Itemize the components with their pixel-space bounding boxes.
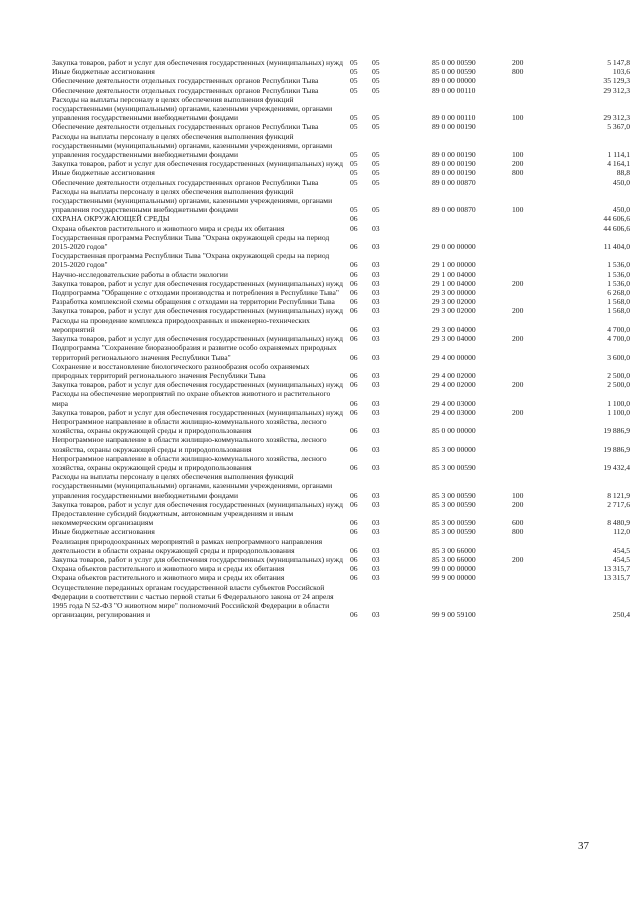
row-section-code: 06 (350, 269, 358, 279)
row-name: Закупка товаров, работ и услуг для обеспечения государственных (муниципальных) нужд (52, 159, 343, 169)
row-amount: 2 500,0 (607, 380, 630, 390)
table-row (52, 279, 630, 288)
row-amount: 44 606,6 (603, 214, 630, 224)
row-expense-type: 200 (512, 499, 524, 509)
row-expense-type: 100 (512, 150, 524, 160)
row-expense-type: 100 (512, 113, 524, 123)
row-target-article: 85 3 00 00590 (432, 462, 476, 472)
row-amount: 450,0 (612, 177, 630, 187)
row-amount: 454,5 (612, 554, 630, 564)
row-target-article: 85 0 00 00000 (432, 426, 476, 436)
row-subsection-code: 03 (372, 490, 380, 500)
row-target-article: 85 3 00 00000 (432, 444, 476, 454)
row-name: Иные бюджетные ассигнования (52, 67, 155, 77)
row-expense-type (512, 122, 548, 131)
row-expense-type (512, 224, 548, 233)
row-expense-type: 800 (512, 527, 524, 537)
row-name: Подпрограмма "Обращение с отходами производства и потребления в Республике Тыва" (52, 288, 339, 298)
row-expense-type: 200 (512, 554, 524, 564)
row-section-code: 06 (350, 297, 358, 307)
row-subsection-code: 03 (372, 242, 380, 252)
table-row (52, 537, 630, 555)
row-amount: 29 312,3 (603, 85, 630, 95)
row-section-code: 06 (350, 398, 358, 408)
row-name: Закупка товаров, работ и услуг для обеспечения государственных (муниципальных) нужд (52, 380, 343, 390)
row-expense-type (512, 178, 548, 187)
table-row (52, 573, 630, 582)
row-target-article: 29 4 00 03000 (432, 398, 476, 408)
row-name: Закупка товаров, работ и услуг для обеспечения государственных (муниципальных) нужд (52, 58, 343, 67)
row-subsection-code: 05 (372, 205, 380, 215)
table-row (52, 389, 630, 407)
row-section-code: 05 (350, 113, 358, 123)
row-expense-type (512, 288, 548, 297)
row-name: Непрограммное направление в области жилищно-коммунального хозяйства, лесного хозяйства, охраны окружающей среды и природопользования (52, 453, 327, 472)
row-amount: 112,0 (613, 527, 630, 537)
row-target-article: 89 0 00 00190 (432, 159, 476, 169)
row-subsection-code: 05 (372, 122, 380, 132)
row-section-code: 06 (350, 260, 358, 270)
row-name: Непрограммное направление в области жилищно-коммунального хозяйства, лесного хозяйства, охраны окружающей среды и природопользования (52, 435, 327, 454)
row-expense-type: 200 (512, 380, 524, 390)
table-row (52, 555, 630, 564)
row-section-code: 06 (350, 407, 358, 417)
row-subsection-code: 05 (372, 159, 380, 169)
row-subsection-code: 03 (372, 352, 380, 362)
row-target-article: 89 0 00 00190 (432, 122, 476, 132)
table-row (52, 527, 630, 536)
row-section-code: 05 (350, 58, 358, 67)
row-section-code: 06 (350, 499, 358, 509)
row-amount: 250,4 (612, 610, 630, 620)
row-amount: 13 315,7 (603, 573, 630, 583)
table-row (52, 86, 630, 95)
row-subsection-code: 03 (372, 288, 380, 298)
table-row (52, 168, 630, 177)
row-name: Охрана объектов растительного и животного мира и среды их обитания (52, 564, 285, 574)
row-target-article: 89 0 00 00000 (432, 76, 476, 86)
row-name: Закупка товаров, работ и услуг для обеспечения государственных (муниципальных) нужд (52, 334, 343, 344)
row-expense-type (512, 583, 548, 620)
row-amount: 44 606,6 (603, 223, 630, 233)
table-row (52, 76, 630, 85)
row-section-code: 06 (350, 573, 358, 583)
row-target-article (432, 214, 512, 223)
row-target-article: 99 9 00 00000 (432, 573, 476, 583)
row-target-article: 85 3 00 00590 (432, 490, 476, 500)
row-amount: 454,5 (612, 545, 630, 555)
row-section-code: 05 (350, 205, 358, 215)
row-subsection-code: 03 (372, 380, 380, 390)
row-expense-type (512, 297, 548, 306)
row-subsection-code: 03 (372, 334, 380, 344)
table-row (52, 233, 630, 251)
table-row (52, 306, 630, 315)
row-target-article: 29 0 00 00000 (432, 242, 476, 252)
row-expense-type: 200 (512, 58, 524, 67)
row-section-code: 06 (350, 462, 358, 472)
row-name: Реализация природоохранных мероприятий в рамках непрограммного направления деятельности в области охраны окружающей среды и природопользования (52, 536, 323, 555)
row-expense-type (512, 233, 548, 251)
table-row (52, 500, 630, 509)
table-row (52, 408, 630, 417)
row-amount: 29 312,3 (603, 113, 630, 123)
row-section-code: 06 (350, 518, 358, 528)
row-target-article: 85 3 00 00590 (432, 518, 476, 528)
row-expense-type (512, 537, 548, 555)
table-row (52, 159, 630, 168)
row-subsection-code: 03 (372, 260, 380, 270)
row-name: Охрана объектов растительного и животного мира и среды их обитания (52, 573, 285, 583)
row-subsection-code: 03 (372, 573, 380, 583)
row-target-article: 85 3 00 66000 (432, 554, 476, 564)
row-expense-type (512, 76, 548, 85)
row-name: Иные бюджетные ассигнования (52, 168, 155, 178)
row-target-article: 29 3 00 00000 (432, 288, 476, 298)
row-amount: 19 886,9 (603, 444, 630, 454)
row-expense-type (512, 316, 548, 334)
row-target-article: 29 1 00 00000 (432, 260, 476, 270)
row-subsection-code: 03 (372, 554, 380, 564)
row-expense-type: 600 (512, 518, 524, 528)
row-amount: 1 100,0 (607, 407, 630, 417)
row-subsection-code: 05 (372, 177, 380, 187)
table-row (52, 435, 630, 453)
row-target-article: 89 0 00 00870 (432, 205, 476, 215)
row-section-code: 05 (350, 168, 358, 178)
row-subsection-code: 03 (372, 426, 380, 436)
row-name: Расходы на обеспечение мероприятий по охране объектов животного и растительного мира (52, 389, 331, 408)
table-row (52, 380, 630, 389)
page-number: 37 (578, 840, 589, 852)
row-expense-type (512, 362, 548, 380)
table-row (52, 362, 630, 380)
row-name: Обеспечение деятельности отдельных государственных органов Республики Тыва (52, 85, 319, 95)
row-section-code: 06 (350, 380, 358, 390)
row-expense-type (512, 214, 548, 223)
row-subsection-code: 03 (372, 297, 380, 307)
table-row (52, 454, 630, 472)
row-amount: 450,0 (612, 205, 630, 215)
row-amount: 1 536,0 (607, 260, 630, 270)
table-row (52, 132, 630, 160)
row-section-code: 06 (350, 564, 358, 574)
table-row (52, 343, 630, 361)
row-expense-type: 100 (512, 205, 524, 215)
row-expense-type (512, 564, 548, 573)
row-expense-type: 800 (512, 67, 524, 77)
row-subsection-code: 03 (372, 545, 380, 555)
row-section-code: 05 (350, 67, 358, 77)
row-subsection-code: 03 (372, 398, 380, 408)
row-section-code: 06 (350, 352, 358, 362)
row-target-article: 89 0 00 00110 (432, 113, 476, 123)
row-target-article: 89 0 00 00190 (432, 150, 476, 160)
row-name: Закупка товаров, работ и услуг для обеспечения государственных (муниципальных) нужд (52, 407, 343, 417)
row-section-code: 06 (350, 288, 358, 298)
row-name: Обеспечение деятельности отдельных государственных органов Республики Тыва (52, 177, 319, 187)
row-target-article: 29 4 00 02000 (432, 380, 476, 390)
row-section-code: 05 (350, 159, 358, 169)
table-row (52, 58, 630, 67)
table-row (52, 224, 630, 233)
row-subsection-code: 05 (372, 67, 380, 77)
row-target-article: 89 0 00 00190 (432, 168, 476, 178)
row-expense-type: 200 (512, 159, 524, 169)
row-name: Охрана объектов растительного и животного мира и среды их обитания (52, 223, 285, 233)
row-target-article: 29 3 00 02000 (432, 306, 476, 316)
row-amount: 2 500,0 (607, 370, 630, 380)
row-subsection-code: 03 (372, 306, 380, 316)
row-section-code: 06 (350, 324, 358, 334)
row-section-code: 06 (350, 223, 358, 233)
table-row (52, 251, 630, 269)
row-name: Разработка комплексной схемы обращения с отходами на территории Республики Тыва (52, 297, 335, 307)
row-target-article: 85 3 00 66000 (432, 545, 476, 555)
row-target-article: 29 1 00 04000 (432, 269, 476, 279)
row-name: Расходы на выплаты персоналу в целях обеспечения выполнения функций государственными (муниципальными) органами, казенными учреждениями, органами управления государственными внебюджетными фондами (52, 186, 333, 215)
row-section-code: 06 (350, 554, 358, 564)
row-subsection-code: 03 (372, 462, 380, 472)
table-row (52, 297, 630, 306)
table-row (52, 95, 630, 123)
row-section-code: 06 (350, 444, 358, 454)
row-amount: 8 121,9 (607, 490, 630, 500)
row-section-code: 06 (350, 490, 358, 500)
row-name: Государственная программа Республики Тыва "Охрана окружающей среды на период 2015-2020 годов" (52, 251, 330, 270)
row-name: Закупка товаров, работ и услуг для обеспечения государственных (муниципальных) нужд (52, 306, 343, 316)
row-subsection-code: 05 (372, 150, 380, 160)
table-row (52, 187, 630, 215)
row-section-code: 05 (350, 122, 358, 132)
row-name: Обеспечение деятельности отдельных государственных органов Республики Тыва (52, 76, 319, 86)
row-subsection-code: 03 (372, 518, 380, 528)
row-amount: 8 480,9 (607, 518, 630, 528)
row-amount: 19 432,4 (603, 462, 630, 472)
row-section-code: 06 (350, 334, 358, 344)
row-name: Расходы на проведение комплекса природоохранных и инженерно-технических мероприятий (52, 315, 310, 334)
row-subsection-code (372, 214, 432, 223)
row-section-code: 05 (350, 76, 358, 86)
row-amount: 88,8 (616, 168, 630, 178)
row-expense-type (512, 86, 548, 95)
row-section-code: 05 (350, 177, 358, 187)
table-row (52, 214, 630, 223)
row-section-code: 06 (350, 306, 358, 316)
row-subsection-code: 03 (372, 278, 380, 288)
row-target-article: 85 0 00 00590 (432, 67, 476, 77)
row-subsection-code: 05 (372, 168, 380, 178)
row-section-code: 06 (350, 545, 358, 555)
row-amount: 6 268,0 (607, 288, 630, 298)
row-section-code: 05 (350, 150, 358, 160)
row-expense-type (512, 270, 548, 279)
row-subsection-code: 03 (372, 610, 380, 620)
table-row (52, 122, 630, 131)
row-amount: 5 367,0 (607, 122, 630, 132)
row-expense-type: 200 (512, 334, 524, 344)
row-target-article (432, 224, 512, 233)
row-section-code: 06 (350, 426, 358, 436)
row-amount: 4 700,0 (607, 334, 630, 344)
row-target-article: 89 0 00 00870 (432, 177, 476, 187)
row-name: Непрограммное направление в области жилищно-коммунального хозяйства, лесного хозяйства, охраны окружающей среды и природопользования (52, 416, 327, 436)
row-amount: 35 129,3 (603, 76, 630, 86)
row-subsection-code: 03 (372, 370, 380, 380)
row-target-article: 99 0 00 00000 (432, 564, 476, 574)
table-row (52, 417, 630, 435)
row-name: Расходы на выплаты персоналу в целях обеспечения выполнения функций государственными (муниципальными) органами, казенными учреждениями, органами управления государственными внебюджетными фондами (52, 131, 333, 160)
row-expense-type: 800 (512, 168, 524, 178)
row-target-article: 99 9 00 59100 (432, 610, 476, 620)
row-subsection-code: 03 (372, 269, 380, 279)
table-row (52, 564, 630, 573)
row-name: Подпрограмма "Сохранение биоразнообразия и развитие особо охраняемых природных территорий регионального значения Республики Тыва" (52, 343, 337, 362)
row-amount: 11 404,0 (603, 242, 630, 252)
row-name: Расходы на выплаты персоналу в целях обеспечения выполнения функций государственными (муниципальными) органами, казенными учреждениями, органами управления государственными внебюджетными фондами (52, 472, 333, 500)
row-expense-type (512, 343, 548, 361)
row-amount: 1 100,0 (607, 398, 630, 408)
row-name: Закупка товаров, работ и услуг для обеспечения государственных (муниципальных) нужд (52, 499, 343, 509)
table-row (52, 472, 630, 500)
row-target-article: 29 4 00 03000 (432, 407, 476, 417)
row-amount: 4 700,0 (607, 324, 630, 334)
row-amount: 1 568,0 (607, 297, 630, 307)
row-amount: 5 147,8 (607, 58, 630, 67)
row-section-code: 06 (350, 610, 358, 620)
row-amount: 2 717,6 (607, 499, 630, 509)
row-amount: 1 536,0 (607, 269, 630, 279)
table-row (52, 509, 630, 527)
row-name: Иные бюджетные ассигнования (52, 527, 155, 537)
row-amount: 103,6 (612, 67, 630, 77)
table-row (52, 583, 630, 620)
row-amount: 1 568,0 (607, 306, 630, 316)
row-expense-type: 200 (512, 278, 524, 288)
row-name: Государственная программа Республики Тыва "Охрана окружающей среды на период 2015-2020 годов" (52, 232, 330, 252)
row-expense-type (512, 573, 548, 582)
table-row (52, 334, 630, 343)
table-row (52, 270, 630, 279)
row-section-code: 06 (350, 242, 358, 252)
row-target-article: 29 4 00 02000 (432, 370, 476, 380)
row-section-code: 06 (350, 278, 358, 288)
row-name: Предоставление субсидий бюджетным, автономным учреждениям и иным некоммерческим организациям (52, 508, 294, 528)
row-section-code: 06 (350, 527, 358, 537)
row-expense-type (512, 435, 548, 453)
table-row (52, 288, 630, 297)
row-name: Закупка товаров, работ и услуг для обеспечения государственных (муниципальных) нужд (52, 278, 343, 288)
row-subsection-code: 03 (372, 499, 380, 509)
table-row (52, 178, 630, 187)
row-expense-type (512, 389, 548, 407)
row-expense-type: 100 (512, 490, 524, 500)
row-target-article: 29 1 00 04000 (432, 278, 476, 288)
row-target-article: 89 0 00 00110 (432, 85, 476, 95)
row-section-code: 06 (350, 370, 358, 380)
row-expense-type (512, 454, 548, 472)
row-subsection-code: 03 (372, 564, 380, 574)
budget-table (52, 58, 630, 619)
row-target-article: 29 3 00 02000 (432, 297, 476, 307)
row-subsection-code: 03 (372, 444, 380, 454)
row-name: Осуществление переданных органам государственной власти субъектов Российской Федерации в соответствии с частью первой статьи 6 Федерального закона от 24 апреля 1995 года N 52-ФЗ "О животном мире" полномочий Российской Федерации в области организации, регулирования и (52, 582, 334, 620)
row-expense-type (512, 417, 548, 435)
row-subsection-code: 05 (372, 85, 380, 95)
row-amount: 1 536,0 (607, 278, 630, 288)
row-target-article: 85 3 00 00590 (432, 527, 476, 537)
row-name: ОХРАНА ОКРУЖАЮЩЕЙ СРЕДЫ (52, 214, 170, 224)
row-target-article: 29 3 00 04000 (432, 324, 476, 334)
row-target-article: 29 4 00 00000 (432, 352, 476, 362)
row-amount: 3 600,0 (607, 352, 630, 362)
row-subsection-code: 03 (372, 223, 380, 233)
row-name: Научно-исследовательские работы в области экологии (52, 269, 228, 279)
row-name: Обеспечение деятельности отдельных государственных органов Республики Тыва (52, 122, 319, 132)
row-amount: 4 164,1 (607, 159, 630, 169)
row-subsection-code: 03 (372, 324, 380, 334)
row-amount: 19 886,9 (603, 426, 630, 436)
row-expense-type: 200 (512, 407, 524, 417)
row-subsection-code: 05 (372, 76, 380, 86)
table-row (52, 316, 630, 334)
row-section-code: 06 (350, 214, 358, 224)
budget-rows (52, 58, 630, 619)
row-name: Закупка товаров, работ и услуг для обеспечения государственных (муниципальных) нужд (52, 554, 343, 564)
row-subsection-code: 03 (372, 527, 380, 537)
row-subsection-code: 05 (372, 113, 380, 123)
row-expense-type (512, 251, 548, 269)
row-amount: 13 315,7 (603, 564, 630, 574)
row-amount: 1 114,1 (607, 150, 630, 160)
row-target-article: 29 3 00 04000 (432, 334, 476, 344)
row-target-article: 85 3 00 00590 (432, 499, 476, 509)
row-name: Сохранение и восстановление биологического разнообразия особо охраняемых природных территорий регионального значения Республики Тыва (52, 361, 310, 380)
row-subsection-code: 03 (372, 407, 380, 417)
table-row (52, 67, 630, 76)
row-expense-type: 200 (512, 306, 524, 316)
row-section-code: 05 (350, 85, 358, 95)
row-name: Расходы на выплаты персоналу в целях обеспечения выполнения функций государственными (муниципальными) органами, казенными учреждениями, органами управления государственными внебюджетными фондами (52, 94, 333, 123)
row-target-article: 85 0 00 00590 (432, 58, 476, 67)
row-subsection-code: 05 (372, 58, 380, 67)
